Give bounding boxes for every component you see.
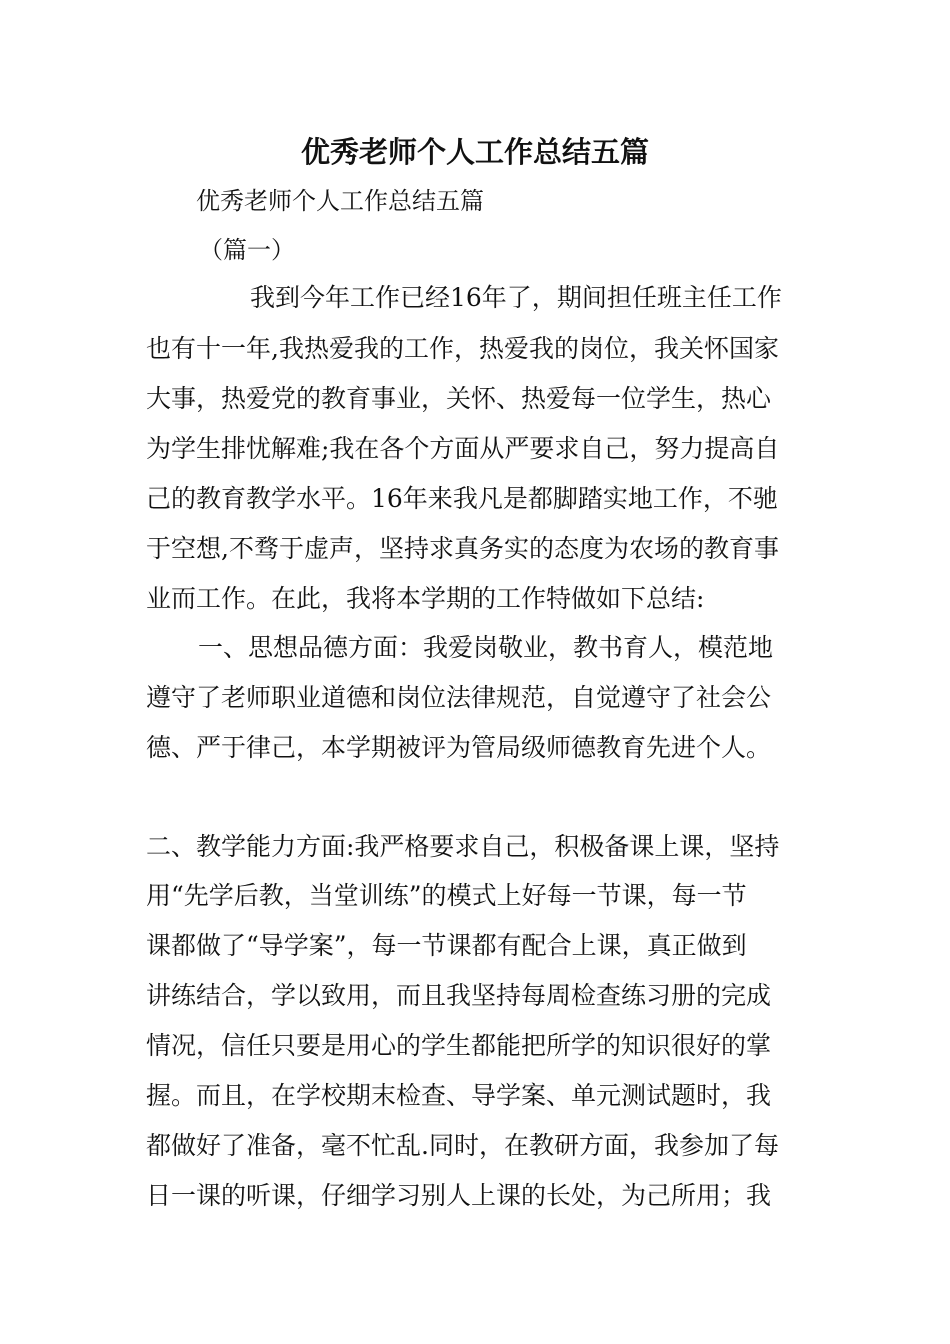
text-line: 遵守了老师职业道德和岗位法律规范，自觉遵守了社会公: [146, 683, 772, 712]
text-line: 于空想,不骛于虚声，坚持求真务实的态度为农场的教育事: [146, 534, 779, 563]
text-line: 日一课的听课，仔细学习别人上课的长处，为己所用；我: [146, 1181, 772, 1210]
text-line: 课都做了“导学案”，每一节课都有配合上课，真正做到: [146, 931, 747, 960]
text-line: 大事，热爱党的教育事业，关怀、热爱每一位学生，热心: [146, 384, 772, 413]
text-line: 业而工作。在此，我将本学期的工作特做如下总结:: [146, 584, 705, 613]
text-line: 握。而且，在学校期末检查、导学案、单元测试题时，我: [146, 1081, 772, 1110]
text-line: 一、思想品德方面：我爱岗敬业，教书育人，模范地: [198, 633, 774, 662]
text-line: 德、严于律己，本学期被评为管局级师德教育先进个人。: [146, 733, 772, 762]
text-line: 情况，信任只要是用心的学生都能把所学的知识很好的掌: [146, 1031, 772, 1060]
text-line: 也有十一年,我热爱我的工作，热爱我的岗位，我关怀国家: [146, 334, 779, 363]
text-line: 我到今年工作已经16年了，期间担任班主任工作: [250, 283, 782, 312]
text-line: 都做好了准备，毫不忙乱.同时，在教研方面，我参加了每: [146, 1131, 779, 1160]
text-line: 二、教学能力方面:我严格要求自己，积极备课上课，坚持: [146, 832, 780, 861]
text-line: 用“先学后教，当堂训练”的模式上好每一节课，每一节: [146, 881, 747, 910]
document-title: 优秀老师个人工作总结五篇: [300, 135, 649, 169]
section-label: （篇一）: [199, 236, 295, 264]
text-line: 己的教育教学水平。16年来我凡是都脚踏实地工作，不驰: [146, 484, 778, 513]
text-line: 为学生排忧解难;我在各个方面从严要求自己，努力提高自: [146, 434, 780, 463]
document-subtitle: 优秀老师个人工作总结五篇: [196, 187, 484, 215]
text-line: 讲练结合，学以致用，而且我坚持每周检查练习册的完成: [146, 981, 772, 1010]
